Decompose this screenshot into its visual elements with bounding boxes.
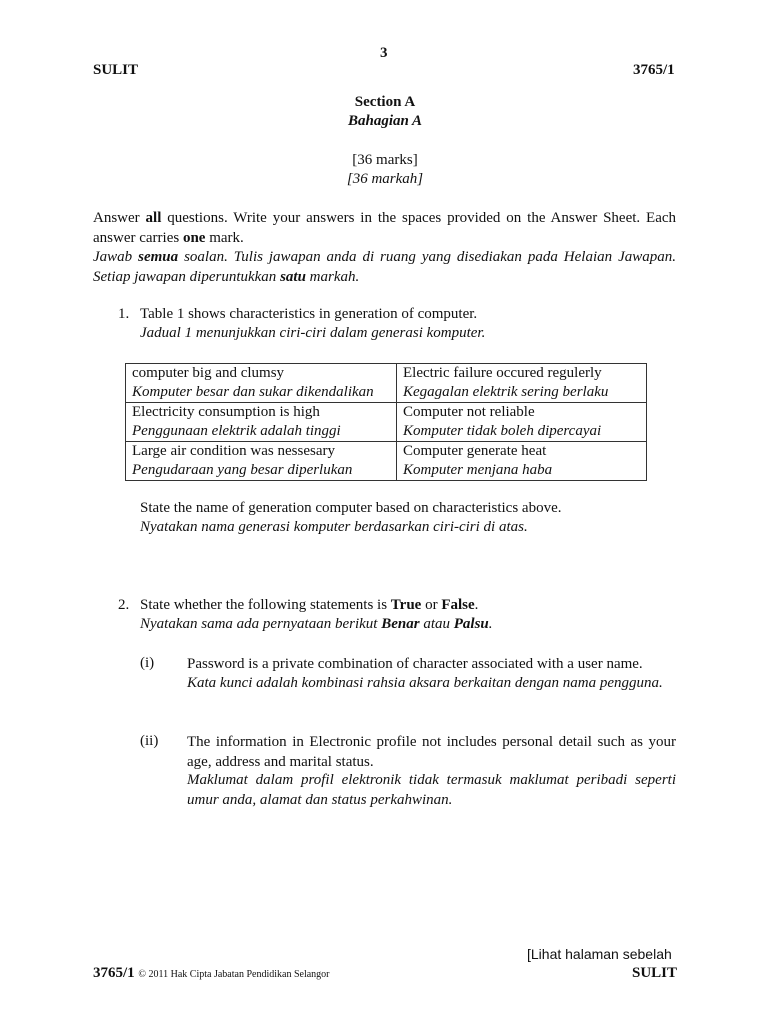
table-cell — [397, 442, 647, 481]
q2-text-part: State whether the following statements is — [140, 597, 391, 613]
cell-text-ms: Komputer tidak boleh dipercayai — [403, 423, 602, 439]
q2-text-part: . — [474, 597, 479, 613]
header-paper-code: 3765/1 — [633, 62, 675, 78]
section-title-ms: Bahagian A — [347, 113, 423, 129]
q1-number: 1. — [118, 306, 130, 322]
instr-text: markah. — [305, 268, 360, 285]
cell-text-ms: Komputer menjana haba — [403, 462, 553, 478]
footer-copyright: © 2011 Hak Cipta Jabatan Pendidikan Selangor — [138, 969, 330, 980]
q2-text-part: . — [488, 616, 493, 632]
q2-item-en: The information in Electronic profile not includes personal detail such as your age, address and marital status. — [187, 734, 676, 770]
cell-text-ms: Pengudaraan yang besar diperlukan — [132, 462, 353, 478]
instr-bold: semua — [138, 249, 179, 265]
q2-number: 2. — [118, 597, 130, 613]
instr-bold: one — [182, 229, 206, 246]
q1-text-ms: Jadual 1 menunjukkan ciri-ciri dalam generasi komputer. — [140, 325, 486, 341]
section-marks: [36 marks] — [352, 152, 418, 168]
instr-bold: all — [145, 210, 162, 226]
header-classification: SULIT — [93, 62, 139, 78]
table-row — [126, 403, 647, 442]
section-title: Section A — [354, 94, 416, 110]
cell-text-ms: Kegagalan elektrik sering berlaku — [403, 384, 609, 400]
table-row — [126, 442, 647, 481]
table-cell — [126, 364, 397, 403]
instr-text: mark. — [205, 229, 244, 246]
q2-text-bold: False — [441, 597, 475, 613]
q2-item-ms: Maklumat dalam profil elektronik tidak termasuk maklumat peribadi seperti umur anda, alamat dan status perkahwinan. — [187, 772, 676, 808]
q2-text-part: Nyatakan sama ada pernyataan berikut — [140, 616, 382, 632]
q1-prompt: State the name of generation computer based on characteristics above. — [140, 500, 562, 516]
table-cell — [126, 442, 397, 481]
q2-text-bold: Benar — [381, 616, 420, 632]
cell-text: Computer not reliable — [403, 404, 535, 420]
q2-item-en: Password is a private combination of character associated with a user name. — [187, 656, 643, 672]
cell-text: Large air condition was nessesary — [132, 443, 335, 459]
cell-text-ms: Penggunaan elektrik adalah tinggi — [132, 423, 341, 439]
table-cell — [397, 403, 647, 442]
instructions-ms — [93, 248, 676, 287]
instr-text: questions. Write your answers in the spaces provided on the Answer Sheet. Each answer carries — [93, 210, 677, 246]
q1-text: Table 1 shows characteristics in generation of computer. — [140, 306, 478, 322]
characteristics-table — [125, 363, 647, 481]
footer-code: 3765/1 — [93, 965, 135, 981]
page-number: 3 — [380, 45, 388, 61]
q2-item-label: (ii) — [140, 733, 159, 749]
q2-text — [140, 597, 478, 614]
instr-text: Answer — [93, 210, 146, 226]
cell-text: computer big and clumsy — [132, 365, 285, 381]
cell-text: Electricity consumption is high — [132, 404, 320, 420]
q2-text-ms — [140, 616, 493, 633]
q2-text-part: or — [421, 597, 442, 613]
cell-text-ms: Komputer besar dan sukar dikendalikan — [132, 384, 374, 400]
instructions-en — [93, 209, 676, 248]
footer-code-line — [93, 965, 330, 982]
cell-text: Electric failure occured regulerly — [403, 365, 602, 381]
q2-item-ms: Kata kunci adalah kombinasi rahsia aksara berkaitan dengan nama pengguna. — [187, 675, 663, 691]
section-marks-ms: [36 markah] — [346, 171, 424, 187]
table-cell — [397, 364, 647, 403]
q2-item-label: (i) — [140, 655, 155, 671]
instr-bold: satu — [280, 268, 306, 285]
instr-text: soalan. Tulis jawapan anda di ruang yang disediakan pada Helaian Jawapan. Setiap jawapan diperuntukkan — [93, 249, 676, 285]
table-cell — [126, 403, 397, 442]
table-row — [126, 364, 647, 403]
q2-text-bold: True — [390, 597, 422, 613]
q1-prompt-ms: Nyatakan nama generasi komputer berdasarkan ciri-ciri di atas. — [140, 519, 528, 535]
instr-text: Jawab — [93, 249, 139, 265]
footer-classification: SULIT — [632, 965, 678, 981]
footer-next-page: [Lihat halaman sebelah — [527, 946, 672, 962]
cell-text: Computer generate heat — [403, 443, 547, 459]
q2-text-part: atau — [419, 616, 454, 632]
q2-text-bold: Palsu — [453, 616, 489, 632]
